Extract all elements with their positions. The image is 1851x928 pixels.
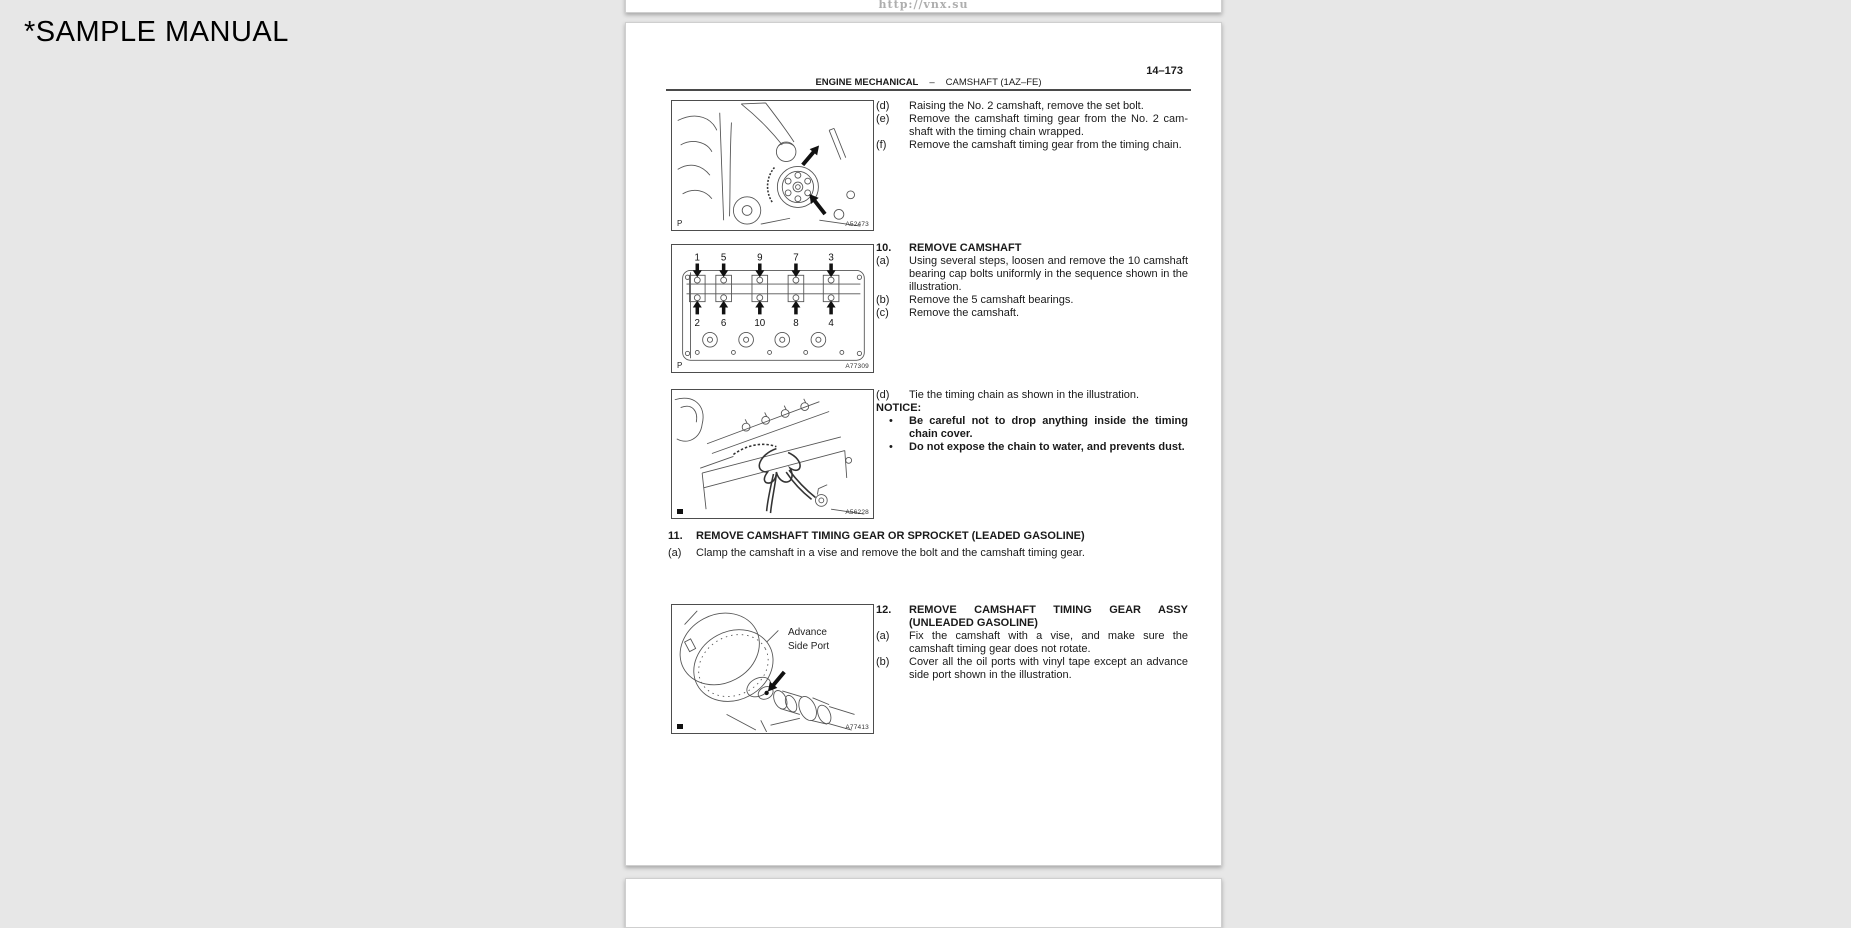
- document-viewer: [625, 0, 1222, 920]
- item-text: Tie the timing chain as shown in the illustration.: [909, 389, 1140, 401]
- item-label: (c): [876, 307, 889, 319]
- instruction-item: [876, 113, 1188, 139]
- header-rule: [666, 89, 1191, 91]
- step-title-row: [876, 617, 1188, 630]
- callout-line: Advance: [788, 627, 827, 638]
- figure-code: A77309: [845, 363, 869, 370]
- figure-corner-label: P: [677, 219, 683, 228]
- raise-arrow-icon: [799, 142, 823, 168]
- item-text: Cover all the oil ports with vinyl tape except an advance side port shown in the illustration.: [909, 656, 1188, 681]
- cylinder-head-illustration: [672, 245, 872, 371]
- figure-code: A56228: [845, 509, 869, 516]
- step12-instructions: [876, 604, 1188, 682]
- step-title: REMOVE CAMSHAFT TIMING GEAR OR SPROCKET (LEADED GASOLINE): [696, 530, 1085, 542]
- figure-marker-icon: [677, 509, 683, 514]
- step-number: 11.: [668, 530, 683, 542]
- item-text: Fix the camshaft with a vise, and make sure the camshaft timing gear does not rotate.: [909, 630, 1188, 655]
- figure-chain-tied: [671, 389, 874, 519]
- bolt-number: 10: [754, 318, 766, 330]
- bolt-number: 1: [694, 252, 700, 264]
- bolt-number: 4: [828, 318, 834, 330]
- step-title-line1: REMOVE CAMSHAFT TIMING GEAR ASSY: [909, 604, 1188, 616]
- bolt-number: 9: [757, 252, 763, 264]
- figure-bolt-sequence: [671, 244, 874, 373]
- item-text: Using several steps, loosen and remove the 10 camshaft bearing cap bolts uniformly in the sequence shown in the illustration.: [909, 255, 1188, 293]
- step-title-line2: (UNLEADED GASOLINE): [909, 617, 1038, 629]
- manual-page: [625, 22, 1222, 866]
- item-text: Remove the 5 camshaft bearings.: [909, 294, 1074, 306]
- instruction-item: [876, 255, 1188, 294]
- step10-instructions: [876, 242, 1188, 320]
- figure-code: A77413: [845, 724, 869, 731]
- bolt-number: 7: [793, 252, 799, 264]
- step10d-instructions: [876, 389, 1188, 454]
- item-label: (d): [876, 100, 890, 112]
- instruction-item: [876, 139, 1188, 152]
- page-header: [666, 77, 1191, 88]
- figure-code: A52473: [845, 221, 869, 228]
- instruction-item: [876, 100, 1188, 113]
- advance-side-port-callout: [788, 626, 829, 654]
- bolt-number: 2: [694, 318, 700, 330]
- instruction-item: [876, 656, 1188, 682]
- site-watermark: http://vnx.su: [878, 0, 969, 11]
- bolt-number: 3: [828, 252, 834, 264]
- step9-instructions: [876, 100, 1188, 152]
- notice-title: NOTICE:: [876, 402, 922, 414]
- step-number: 10.: [876, 242, 892, 254]
- chain-tie-illustration: [672, 390, 872, 517]
- sample-manual-watermark: *SAMPLE MANUAL: [24, 16, 289, 48]
- item-text: Remove the camshaft timing gear from the timing chain.: [909, 139, 1182, 151]
- notice-text: Be careful not to drop anything inside the timing chain cover.: [909, 415, 1188, 440]
- previous-page-bottom: [625, 0, 1222, 13]
- instruction-item: [876, 389, 1188, 402]
- notice-item: [876, 441, 1188, 454]
- header-dash: –: [929, 77, 935, 88]
- step-title: REMOVE CAMSHAFT: [909, 242, 1022, 254]
- item-label: (a): [668, 547, 682, 559]
- item-label: (e): [876, 113, 890, 125]
- figure-timing-gear-assy: [671, 604, 874, 734]
- item-label: (a): [876, 255, 890, 267]
- step-title-row: [876, 242, 1188, 255]
- bolt-number: 6: [720, 318, 727, 330]
- step-number: 12.: [876, 604, 892, 616]
- instruction-item: [876, 307, 1188, 320]
- item-text: Raising the No. 2 camshaft, remove the set bolt.: [909, 100, 1144, 112]
- item-label: (b): [876, 656, 890, 668]
- step11-instructions: [668, 530, 1191, 560]
- callout-line: Side Port: [788, 641, 830, 652]
- item-label: (f): [876, 139, 887, 151]
- figure-marker-icon: [677, 724, 683, 729]
- item-label: (b): [876, 294, 890, 306]
- next-page-top: [625, 878, 1222, 928]
- instruction-item: [668, 547, 1191, 560]
- step-title-row: [668, 530, 1191, 543]
- page-number: 14–173: [1146, 65, 1183, 77]
- bullet-icon: •: [889, 441, 893, 453]
- instruction-item: [876, 294, 1188, 307]
- step-title-row: [876, 604, 1188, 617]
- bullet-icon: •: [889, 415, 893, 427]
- notice-item: [876, 415, 1188, 441]
- item-label: (a): [876, 630, 890, 642]
- bolt-number: 8: [793, 318, 799, 330]
- figure-corner-label: P: [677, 361, 683, 370]
- header-subsection: CAMSHAFT (1AZ–FE): [945, 77, 1042, 88]
- item-text: Remove the camshaft.: [909, 307, 1020, 319]
- item-text: Remove the camshaft timing gear from the No. 2 cam- shaft with the timing chain wrapped.: [909, 113, 1188, 138]
- item-label: (d): [876, 389, 890, 401]
- bolt-number: 5: [720, 252, 727, 264]
- timing-gear-illustration: [672, 605, 872, 732]
- header-section: ENGINE MECHANICAL: [815, 77, 919, 88]
- instruction-item: [876, 630, 1188, 656]
- figure-timing-gear-removal: [671, 100, 874, 231]
- item-text: Clamp the camshaft in a vise and remove the bolt and the camshaft timing gear.: [696, 547, 1085, 559]
- notice-text: Do not expose the chain to water, and prevents dust.: [909, 441, 1185, 453]
- engine-illustration: [672, 101, 872, 229]
